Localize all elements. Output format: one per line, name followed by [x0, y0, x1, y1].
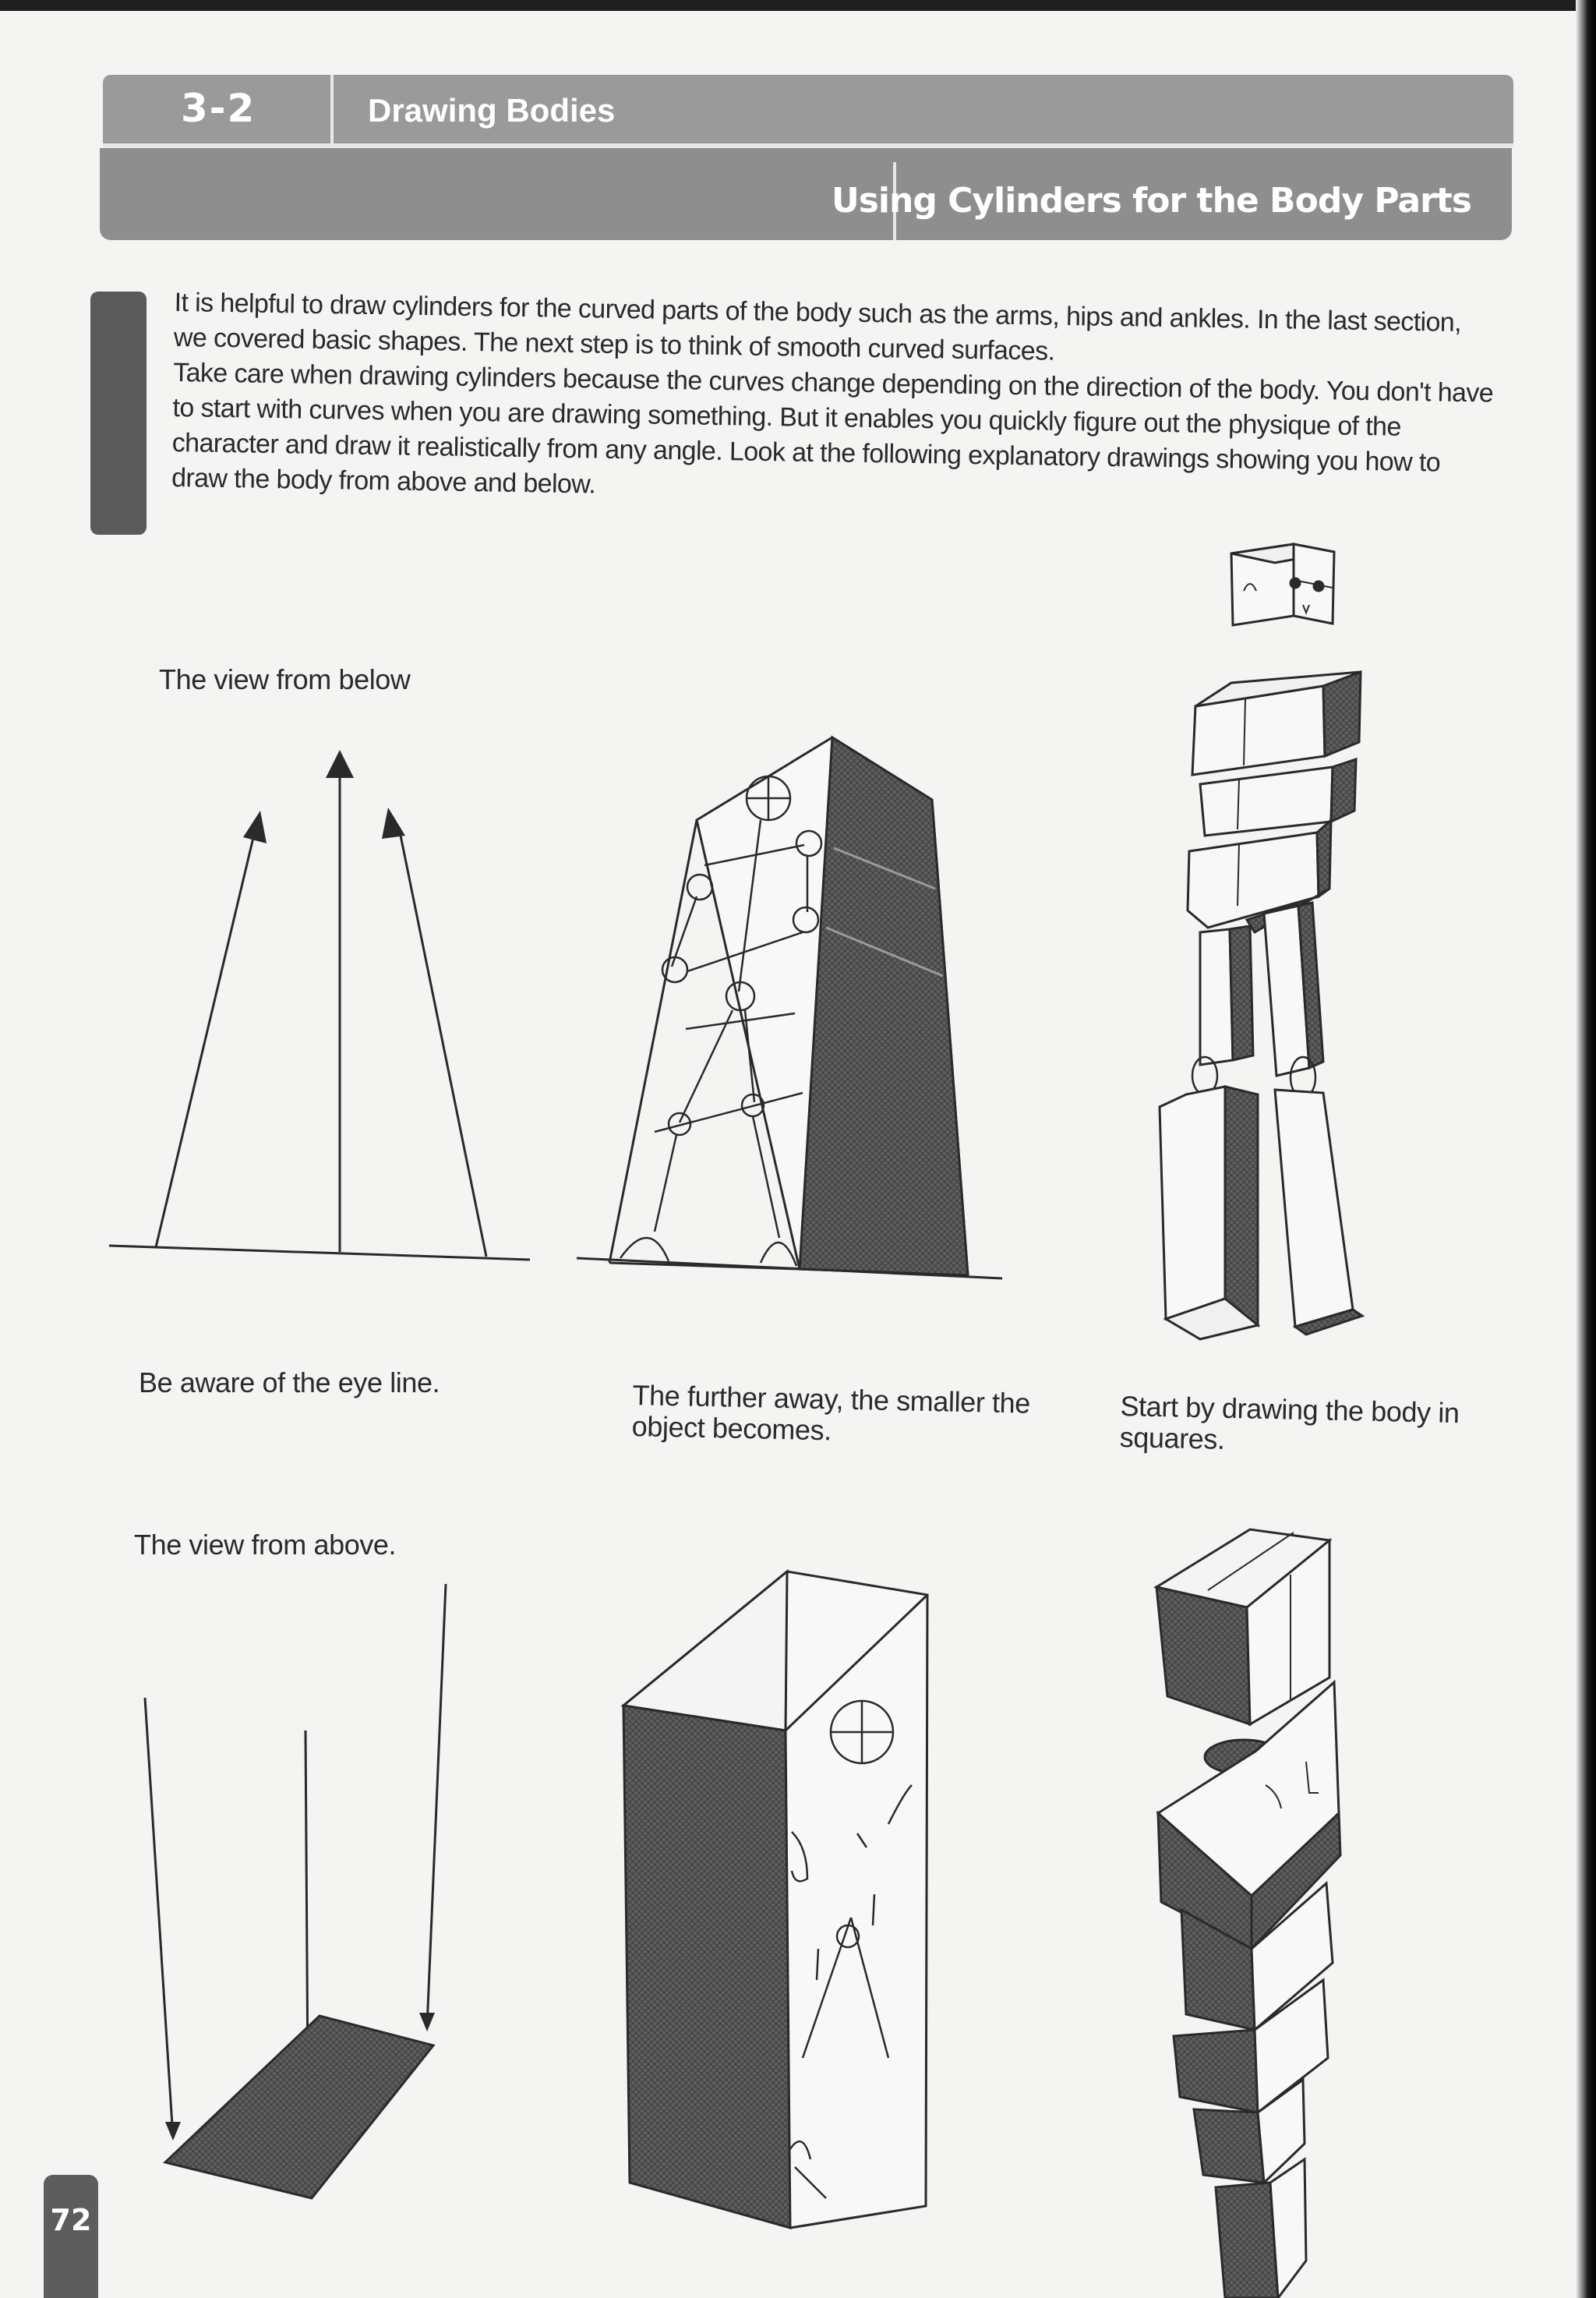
- arrow-down-left: [145, 1698, 173, 2137]
- section-title: Using Cylinders for the Body Parts: [832, 181, 1471, 221]
- tall-box-figure-above: [623, 1571, 927, 2228]
- eye-line-ground: [109, 1246, 530, 1260]
- arrow-down-right: [427, 1584, 446, 2027]
- arrow-left: [156, 828, 256, 1247]
- caption-view-from-below: The view from below: [159, 663, 411, 695]
- page-number: 72: [50, 2203, 92, 2237]
- above-arrows-diagram: [145, 1584, 446, 2198]
- chapter-number: 3-2: [181, 86, 256, 131]
- caption-further-away: The further away, the smaller the object becomes.: [631, 1379, 1031, 1447]
- arrow-right: [399, 828, 486, 1257]
- ground-plane: [165, 2016, 433, 2198]
- intro-paragraph-2: Take care when drawing cylinders because the curves change depending on the direction of the body. You don't have to start with curves when you are drawing something. But it enables you quickly figure out the physique of the character and draw it realistically from any angle. Look at the following explanatory drawings showing you how to draw the body from above and below.: [171, 357, 1494, 500]
- tapered-box-figure: [577, 737, 1002, 1278]
- intro-paragraph-1: It is helpful to draw cylinders for the curved parts of the body such as the arms, hips and ankles. In the last section, we covered basic shapes. The next step is to think of smooth curved surfaces.: [173, 287, 1462, 366]
- arrowhead-left: [243, 811, 267, 843]
- chapter-title: Drawing Bodies: [368, 92, 616, 129]
- caption-view-from-above: The view from above.: [134, 1529, 397, 1561]
- box-robot-below: [1160, 544, 1362, 1339]
- box-robot-above: [1156, 1529, 1340, 2298]
- caption-eye-line: Be aware of the eye line.: [139, 1366, 440, 1398]
- eye-line-diagram: [109, 750, 530, 1260]
- page-number-tab: [44, 2175, 98, 2298]
- caption-start-squares: Start by drawing the body in squares.: [1119, 1390, 1460, 1455]
- arrowhead-right: [382, 808, 405, 839]
- arrowhead-center: [326, 750, 354, 778]
